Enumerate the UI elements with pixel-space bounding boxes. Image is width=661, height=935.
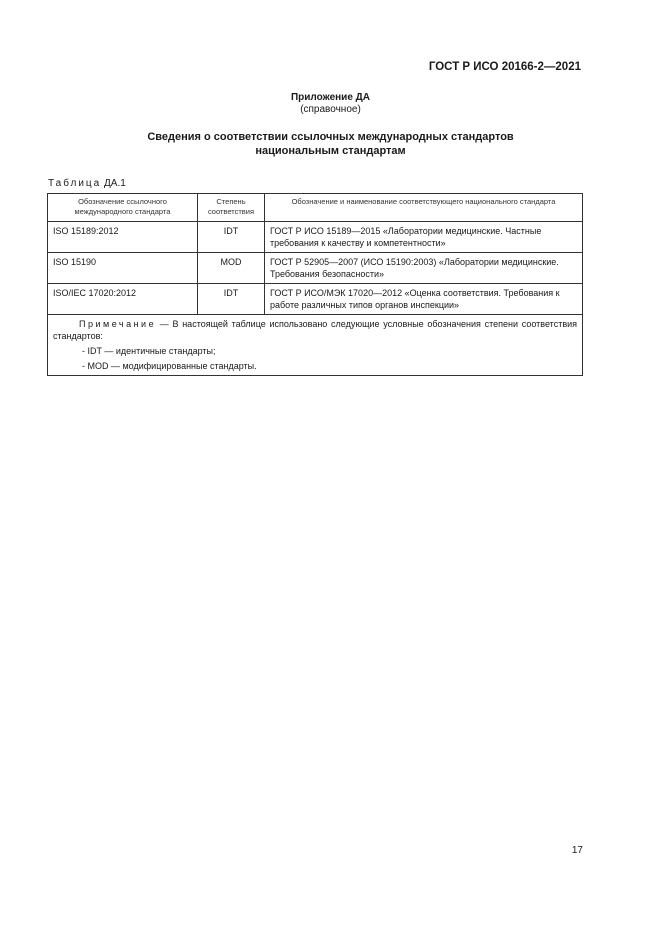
- table-row: [48, 222, 583, 253]
- cell-degree: IDT: [198, 284, 265, 315]
- annex-title: Приложение ДА: [290, 92, 371, 103]
- header-degree: Степень соответствия: [198, 194, 265, 222]
- page-number: 17: [571, 845, 583, 856]
- table-caption-word: Таблица: [48, 178, 102, 189]
- table-caption: [48, 178, 126, 189]
- note-label: Примечание: [79, 319, 157, 329]
- cell-national-standard: ГОСТ Р ИСО/МЭК 17020—2012 «Оценка соответствия. Требования к работе различных типов органов инспекции»: [265, 284, 583, 315]
- cell-national-standard: ГОСТ Р ИСО 15189—2015 «Лаборатории медицинские. Частные требования к качеству и компетентности»: [265, 222, 583, 253]
- cell-intl-standard: ISO/IEC 17020:2012: [48, 284, 198, 315]
- note-text: [53, 318, 577, 342]
- note-body: — В настоящей таблице использовано следующие условные обозначения степени соответствия стандартов:: [53, 319, 577, 341]
- heading-line-2: национальным стандартам: [255, 145, 406, 157]
- cell-degree: IDT: [198, 222, 265, 253]
- cell-intl-standard: ISO 15190: [48, 253, 198, 284]
- header-intl-standard: Обозначение ссылочного международного стандарта: [48, 194, 198, 222]
- correspondence-table: [47, 193, 583, 376]
- table-row: [48, 284, 583, 315]
- table-note-row: [48, 315, 583, 376]
- header-national-standard: Обозначение и наименование соответствующего национального стандарта: [265, 194, 583, 222]
- heading-line-1: Сведения о соответствии ссылочных международных стандартов: [147, 131, 514, 143]
- table-note: [48, 315, 583, 376]
- section-heading: [0, 130, 661, 158]
- annex-block: [0, 92, 661, 116]
- cell-intl-standard: ISO 15189:2012: [48, 222, 198, 253]
- annex-subtitle: (справочное): [300, 104, 361, 115]
- cell-degree: MOD: [198, 253, 265, 284]
- cell-national-standard: ГОСТ Р 52905—2007 (ИСО 15190:2003) «Лаборатории медицинские. Требования безопасности»: [265, 253, 583, 284]
- document-code: ГОСТ Р ИСО 20166-2—2021: [428, 61, 581, 73]
- table-header-row: [48, 194, 583, 222]
- table-caption-number: ДА.1: [104, 178, 126, 189]
- note-item-idt: - IDT — идентичные стандарты;: [82, 346, 216, 356]
- table-row: [48, 253, 583, 284]
- note-item-mod: - MOD — модифицированные стандарты.: [82, 361, 257, 371]
